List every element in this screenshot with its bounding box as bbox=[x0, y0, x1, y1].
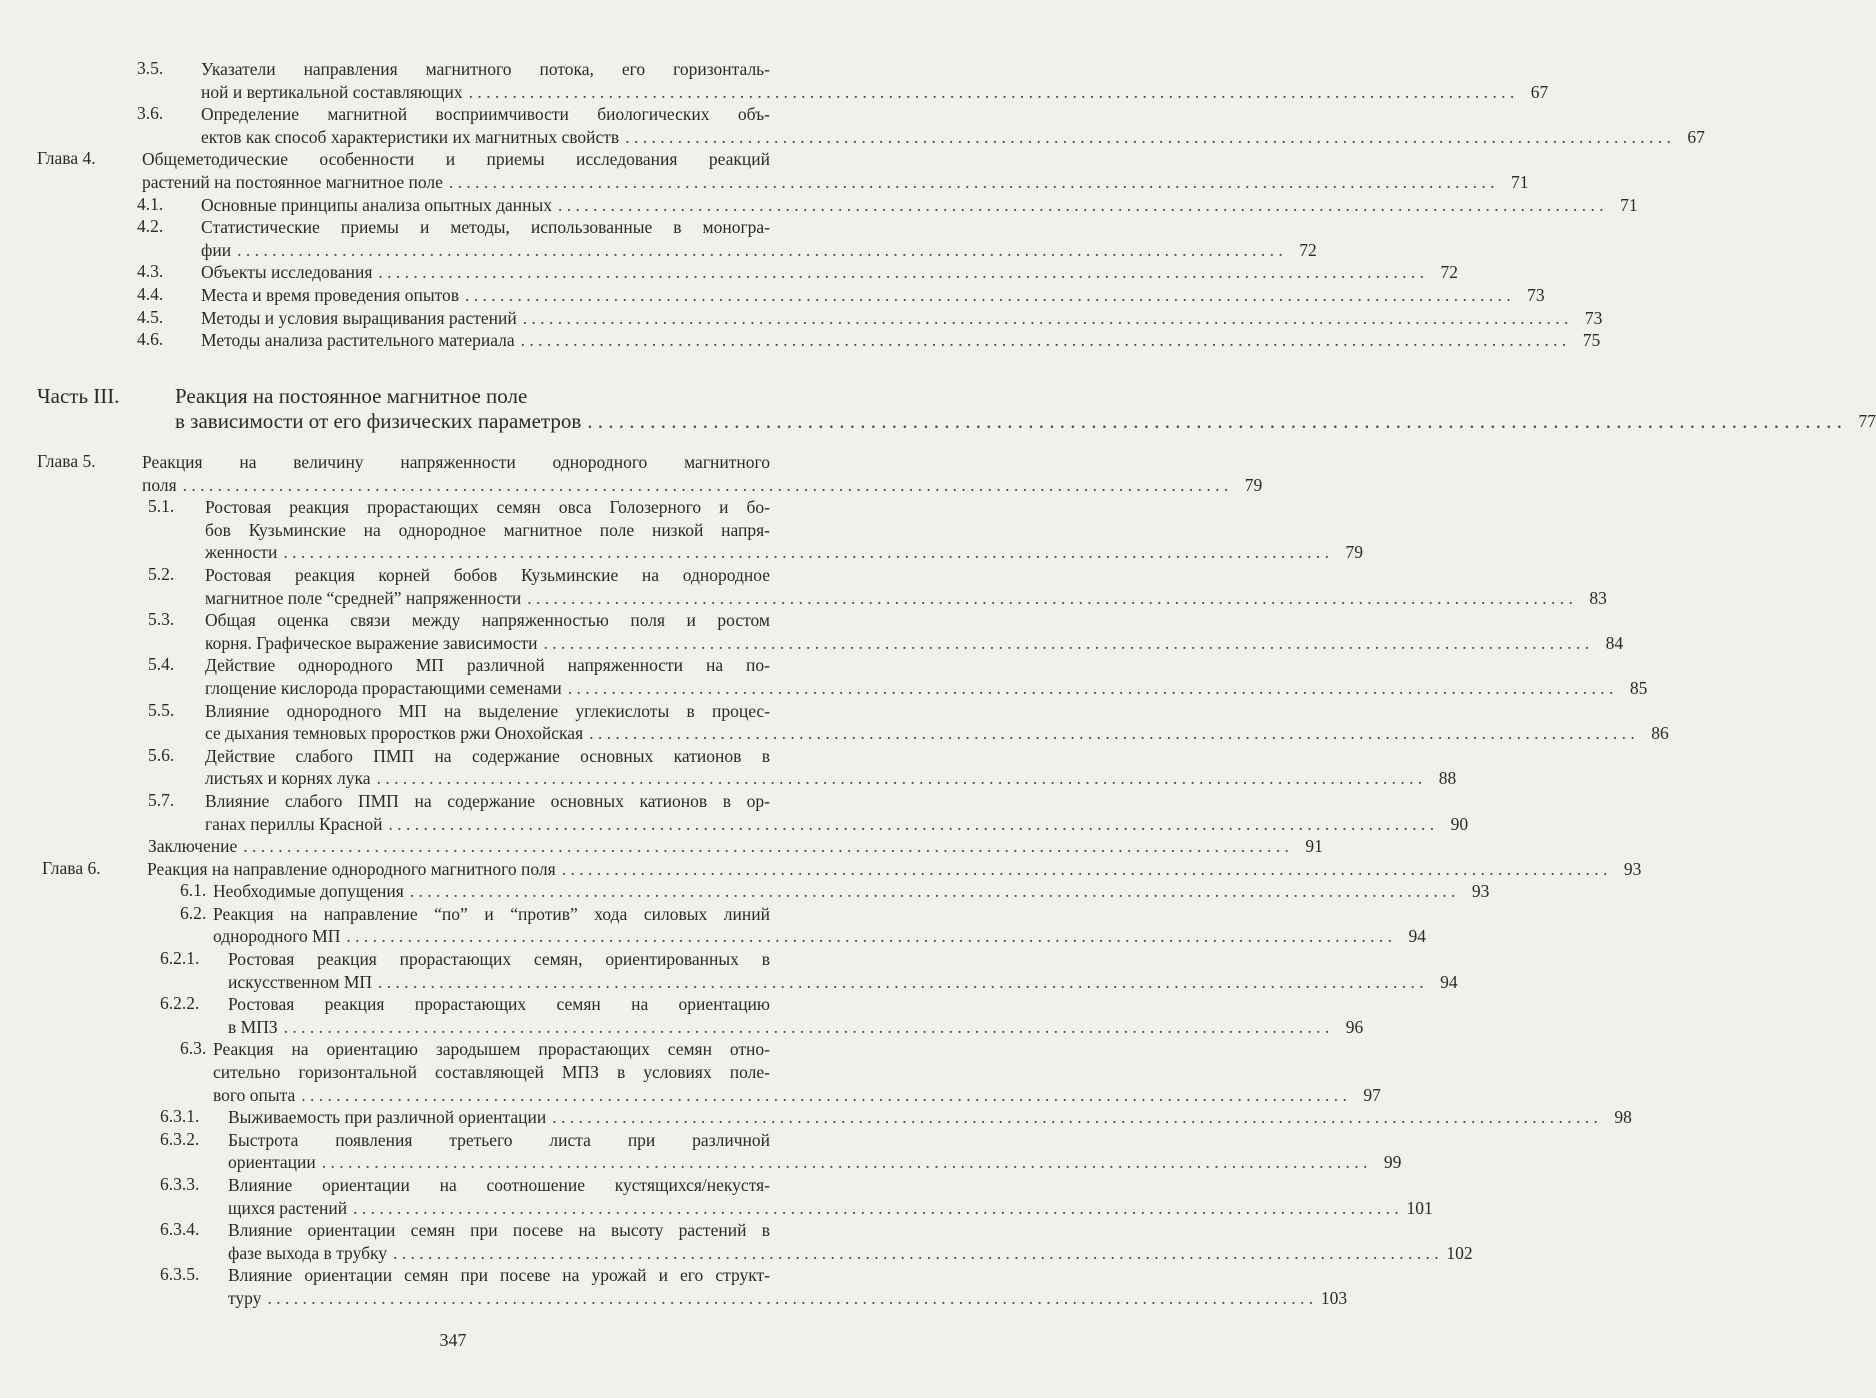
toc-section-entry[interactable] bbox=[0, 58, 1549, 103]
part-title-line: Реакция на постоянное магнитное поле bbox=[175, 384, 528, 408]
toc-section-entry[interactable] bbox=[0, 948, 1458, 993]
entry-title-line: сительно горизонтальной составляющей МПЗ в условиях поле- bbox=[213, 1062, 770, 1083]
entry-title-line: искусственном МП bbox=[228, 971, 373, 992]
dot-leader: . . . . . . . . . . . . . . . . . . . . . . . . . . . . . . . . . . . . . . . . . . . . . . . . . . . . . . . . . . . . . . . . . . . . . . . . . . . . . . . . . . . . . . . . . . . . . . . . . . . . . . . . . . . . . . . . . . . . . . . . bbox=[587, 409, 1842, 433]
entry-title-line: бов Кузьминские на однородное магнитное поле низкой напря- bbox=[205, 519, 770, 540]
page-number: 79 bbox=[1244, 474, 1263, 495]
page-number: 94 bbox=[1408, 926, 1426, 947]
dot-leader: . . . . . . . . . . . . . . . . . . . . . . . . . . . . . . . . . . . . . . . . . . . . . . . . . . . . . . . . . . . . . . . . . . . . . . . . . . . . . . . . . . . . . . . . . . . . . . . . . . . . . . . . . . . . . . . . . . . . . . . . bbox=[283, 542, 1329, 563]
toc-part-heading[interactable] bbox=[0, 384, 1876, 434]
entry-title-line: Ростовая реакция прорастающих семян овса Голозерного и бо- bbox=[205, 497, 770, 518]
entry-title-line: се дыхания темновых проростков ржи Онохойская bbox=[205, 723, 584, 744]
entry-title-line: женности bbox=[205, 542, 278, 563]
toc-section-entry[interactable] bbox=[0, 306, 1603, 330]
dot-leader: . . . . . . . . . . . . . . . . . . . . . . . . . . . . . . . . . . . . . . . . . . . . . . . . . . . . . . . . . . . . . . . . . . . . . . . . . . . . . . . . . . . . . . . . . . . . . . . . . . . . . . . . . . . . . . . . . . . . . . . . bbox=[243, 836, 1289, 857]
entry-number: 6.3. bbox=[180, 1038, 207, 1059]
page-number: 91 bbox=[1305, 836, 1323, 857]
entry-number: 5.6. bbox=[148, 744, 175, 765]
toc-block-chapters-3-4 bbox=[0, 58, 1705, 352]
entry-number: 6.2. bbox=[180, 902, 207, 923]
dot-leader: . . . . . . . . . . . . . . . . . . . . . . . . . . . . . . . . . . . . . . . . . . . . . . . . . . . . . . . . . . . . . . . . . . . . . . . . . . . . . . . . . . . . . . . . . . . . . . . . . . . . . . . . . . . . . . . . . . . . . . . . bbox=[388, 813, 1435, 834]
entry-title-line: ектов как способ характеристики их магнитных свойств bbox=[201, 126, 620, 147]
entry-title-line: вого опыта bbox=[213, 1084, 296, 1105]
toc-chapter-entry[interactable] bbox=[0, 148, 1529, 193]
entry-title-line: Определение магнитной восприимчивости биологических объ- bbox=[201, 104, 770, 125]
toc-section-entry[interactable] bbox=[0, 835, 1323, 858]
entry-number: 5.1. bbox=[148, 496, 175, 517]
page-number: 73 bbox=[1527, 284, 1545, 305]
page-number: 93 bbox=[1623, 858, 1642, 879]
toc-section-entry[interactable] bbox=[0, 744, 1457, 790]
toc-section-entry[interactable] bbox=[0, 563, 1607, 609]
entry-number: Глава 4. bbox=[37, 148, 96, 169]
page-number: 99 bbox=[1383, 1152, 1402, 1173]
page-number: 86 bbox=[1651, 723, 1669, 744]
entry-number: 4.4. bbox=[137, 283, 164, 304]
entry-title-line: корня. Графическое выражение зависимости bbox=[205, 632, 538, 653]
dot-leader: . . . . . . . . . . . . . . . . . . . . . . . . . . . . . . . . . . . . . . . . . . . . . . . . . . . . . . . . . . . . . . . . . . . . . . . . . . . . . . . . . . . . . . . . . . . . . . . . . . . . . . . . . . . . . . . . . . . . . . . . bbox=[346, 926, 1392, 947]
toc-chapter-entry[interactable] bbox=[0, 857, 1642, 881]
entry-number: 6.2.2. bbox=[160, 993, 200, 1014]
toc-section-entry[interactable] bbox=[0, 216, 1317, 261]
toc-section-entry[interactable] bbox=[0, 1174, 1433, 1219]
dot-leader: . . . . . . . . . . . . . . . . . . . . . . . . . . . . . . . . . . . . . . . . . . . . . . . . . . . . . . . . . . . . . . . . . . . . . . . . . . . . . . . . . . . . . . . . . . . . . . . . . . . . . . . . . . . . . . . . . . . . . . . . bbox=[522, 307, 1569, 328]
page-number: 67 bbox=[1530, 81, 1549, 102]
dot-leader: . . . . . . . . . . . . . . . . . . . . . . . . . . . . . . . . . . . . . . . . . . . . . . . . . . . . . . . . . . . . . . . . . . . . . . . . . . . . . . . . . . . . . . . . . . . . . . . . . . . . . . . . . . . . . . . . . . . . . . . . bbox=[353, 1197, 1399, 1218]
dot-leader: . . . . . . . . . . . . . . . . . . . . . . . . . . . . . . . . . . . . . . . . . . . . . . . . . . . . . . . . . . . . . . . . . . . . . . . . . . . . . . . . . . . . . . . . . . . . . . . . . . . . . . . . . . . . . . . . . . . . . . . . bbox=[182, 474, 1229, 495]
page-number: 79 bbox=[1345, 542, 1363, 563]
entry-number: 4.1. bbox=[137, 193, 164, 214]
page-number: 94 bbox=[1440, 971, 1458, 992]
entry-title-line: Места и время проведения опытов bbox=[201, 284, 460, 305]
entry-title-line: Влияние ориентации семян при посеве на высоту растений в bbox=[228, 1220, 770, 1241]
entry-title-line: Действие однородного МП различной напряженности на по- bbox=[205, 655, 770, 676]
entry-title-line: ориентации bbox=[228, 1152, 316, 1173]
dot-leader: . . . . . . . . . . . . . . . . . . . . . . . . . . . . . . . . . . . . . . . . . . . . . . . . . . . . . . . . . . . . . . . . . . . . . . . . . . . . . . . . . . . . . . . . . . . . . . . . . . . . . . . . . . . . . . . . . . . . . . . . bbox=[301, 1084, 1347, 1105]
entry-title-line: Статистические приемы и методы, использованные в моногра- bbox=[201, 217, 770, 238]
dot-leader: . . . . . . . . . . . . . . . . . . . . . . . . . . . . . . . . . . . . . . . . . . . . . . . . . . . . . . . . . . . . . . . . . . . . . . . . . . . . . . . . . . . . . . . . . . . . . . . . . . . . . . . . . . . . . . . . . . . . . . . . bbox=[321, 1152, 1368, 1173]
page-number: 77 bbox=[1858, 411, 1876, 431]
entry-title-line: фазе выхода в трубку bbox=[228, 1242, 388, 1263]
entry-title-line: Необходимые допущения bbox=[213, 881, 404, 902]
entry-title-line: туру bbox=[228, 1287, 262, 1308]
toc-section-entry[interactable] bbox=[0, 993, 1364, 1038]
toc-section-entry[interactable] bbox=[0, 1128, 1402, 1174]
entry-title-line: Общая оценка связи между напряженностью поля и ростом bbox=[205, 610, 770, 631]
page-folio: 347 bbox=[439, 1330, 467, 1350]
toc-section-entry[interactable] bbox=[0, 103, 1705, 148]
dot-leader: . . . . . . . . . . . . . . . . . . . . . . . . . . . . . . . . . . . . . . . . . . . . . . . . . . . . . . . . . . . . . . . . . . . . . . . . . . . . . . . . . . . . . . . . . . . . . . . . . . . . . . . . . . . . . . . . . . . . . . . . bbox=[267, 1287, 1314, 1308]
entry-title-line: Быстрота появления третьего листа при различной bbox=[228, 1129, 770, 1150]
toc-section-entry[interactable] bbox=[0, 1219, 1473, 1264]
toc-section-entry[interactable] bbox=[0, 654, 1648, 699]
entry-title-line: Методы анализа растительного материала bbox=[201, 330, 515, 351]
entry-number: 6.2.1. bbox=[160, 948, 200, 969]
page-number: 72 bbox=[1299, 239, 1317, 260]
entry-number: 3.5. bbox=[137, 58, 164, 78]
entry-number: 5.7. bbox=[148, 789, 175, 810]
page-number: 101 bbox=[1406, 1197, 1433, 1218]
entry-title-line: щихся растений bbox=[228, 1197, 348, 1218]
dot-leader: . . . . . . . . . . . . . . . . . . . . . . . . . . . . . . . . . . . . . . . . . . . . . . . . . . . . . . . . . . . . . . . . . . . . . . . . . . . . . . . . . . . . . . . . . . . . . . . . . . . . . . . . . . . . . . . . . . . . . . . . bbox=[237, 239, 1283, 260]
toc-section-entry[interactable] bbox=[0, 1264, 1348, 1309]
toc-block-chapters-5-6 bbox=[0, 451, 1669, 1310]
page-number: 93 bbox=[1471, 881, 1490, 902]
entry-title-line: Влияние ориентации на соотношение кустящихся/некустя- bbox=[228, 1175, 770, 1195]
entry-title-line: поля bbox=[142, 474, 177, 495]
page-number: 103 bbox=[1320, 1287, 1348, 1308]
page-number: 71 bbox=[1620, 194, 1638, 215]
toc-section-entry[interactable] bbox=[0, 329, 1601, 352]
entry-title-line: однородного МП bbox=[213, 926, 341, 947]
entry-title-line: Методы и условия выращивания растений bbox=[201, 307, 517, 328]
entry-title-line: Влияние однородного МП на выделение углекислоты в процес- bbox=[205, 700, 770, 721]
dot-leader: . . . . . . . . . . . . . . . . . . . . . . . . . . . . . . . . . . . . . . . . . . . . . . . . . . . . . . . . . . . . . . . . . . . . . . . . . . . . . . . . . . . . . . . . . . . . . . . . . . . . . . . . . . . . . . . . . . . . . . . . bbox=[589, 723, 1635, 744]
entry-title-line: Влияние слабого ПМП на содержание основных катионов в ор- bbox=[205, 790, 770, 811]
toc-section-entry[interactable] bbox=[0, 1106, 1632, 1129]
entry-title-line: Объекты исследования bbox=[201, 262, 373, 283]
entry-number: 5.2. bbox=[148, 563, 175, 584]
dot-leader: . . . . . . . . . . . . . . . . . . . . . . . . . . . . . . . . . . . . . . . . . . . . . . . . . . . . . . . . . . . . . . . . . . . . . . . . . . . . . . . . . . . . . . . . . . . . . . . . . . . . . . . . . . . . . . . . . . . . . . . . bbox=[283, 1016, 1330, 1037]
toc-section-entry[interactable] bbox=[0, 1038, 1381, 1106]
toc-section-entry[interactable] bbox=[0, 880, 1490, 903]
entry-title-line: Влияние ориентации семян при посеве на урожай и его структ- bbox=[228, 1265, 770, 1286]
entry-title-line: глощение кислорода прорастающими семенами bbox=[205, 677, 562, 698]
dot-leader: . . . . . . . . . . . . . . . . . . . . . . . . . . . . . . . . . . . . . . . . . . . . . . . . . . . . . . . . . . . . . . . . . . . . . . . . . . . . . . . . . . . . . . . . . . . . . . . . . . . . . . . . . . . . . . . . . . . . . . . . bbox=[468, 81, 1515, 102]
entry-number: 4.5. bbox=[137, 306, 164, 327]
entry-title-line: Основные принципы анализа опытных данных bbox=[201, 194, 553, 215]
entry-number: 5.4. bbox=[148, 654, 175, 675]
entry-title-line: Реакция на направление однородного магнитного поля bbox=[147, 858, 556, 879]
entry-title-line: Общеметодические особенности и приемы исследования реакций bbox=[142, 149, 770, 170]
toc-section-entry[interactable] bbox=[0, 261, 1459, 284]
entry-number: 6.3.4. bbox=[160, 1219, 200, 1240]
dot-leader: . . . . . . . . . . . . . . . . . . . . . . . . . . . . . . . . . . . . . . . . . . . . . . . . . . . . . . . . . . . . . . . . . . . . . . . . . . . . . . . . . . . . . . . . . . . . . . . . . . . . . . . . . . . . . . . . . . . . . . . . bbox=[558, 194, 1604, 215]
toc-section-entry[interactable] bbox=[0, 789, 1469, 835]
page-number: 71 bbox=[1510, 171, 1529, 192]
page-number: 88 bbox=[1438, 768, 1457, 789]
toc-section-entry[interactable] bbox=[0, 699, 1669, 745]
page-number: 83 bbox=[1589, 587, 1607, 608]
entry-title-line: в МПЗ bbox=[228, 1016, 278, 1037]
page-number: 97 bbox=[1363, 1084, 1381, 1105]
dot-leader: . . . . . . . . . . . . . . . . . . . . . . . . . . . . . . . . . . . . . . . . . . . . . . . . . . . . . . . . . . . . . . . . . . . . . . . . . . . . . . . . . . . . . . . . . . . . . . . . . . . . . . . . . . . . . . . . . . . . . . . . bbox=[543, 632, 1590, 653]
dot-leader: . . . . . . . . . . . . . . . . . . . . . . . . . . . . . . . . . . . . . . . . . . . . . . . . . . . . . . . . . . . . . . . . . . . . . . . . . . . . . . . . . . . . . . . . . . . . . . . . . . . . . . . . . . . . . . . . . . . . . . . . bbox=[465, 284, 1511, 305]
dot-leader: . . . . . . . . . . . . . . . . . . . . . . . . . . . . . . . . . . . . . . . . . . . . . . . . . . . . . . . . . . . . . . . . . . . . . . . . . . . . . . . . . . . . . . . . . . . . . . . . . . . . . . . . . . . . . . . . . . . . . . . . bbox=[378, 971, 1424, 992]
entry-title-line: Действие слабого ПМП на содержание основных катионов в bbox=[205, 745, 770, 766]
toc-section-entry[interactable] bbox=[0, 193, 1638, 217]
page-number: 75 bbox=[1582, 330, 1601, 351]
part-number: Часть III. bbox=[37, 384, 120, 408]
page-number: 84 bbox=[1605, 632, 1624, 653]
entry-title-line: магнитное поле “средней” напряженности bbox=[205, 587, 522, 608]
dot-leader: . . . . . . . . . . . . . . . . . . . . . . . . . . . . . . . . . . . . . . . . . . . . . . . . . . . . . . . . . . . . . . . . . . . . . . . . . . . . . . . . . . . . . . . . . . . . . . . . . . . . . . . . . . . . . . . . . . . . . . . . bbox=[552, 1107, 1598, 1128]
entry-number: 4.2. bbox=[137, 216, 164, 237]
page-number: 98 bbox=[1614, 1107, 1632, 1128]
toc-section-entry[interactable] bbox=[0, 902, 1426, 948]
entry-title-line: листьях и корнях лука bbox=[205, 768, 371, 789]
dot-leader: . . . . . . . . . . . . . . . . . . . . . . . . . . . . . . . . . . . . . . . . . . . . . . . . . . . . . . . . . . . . . . . . . . . . . . . . . . . . . . . . . . . . . . . . . . . . . . . . . . . . . . . . . . . . . . . . . . . . . . . . bbox=[527, 587, 1573, 608]
entry-number: 6.3.2. bbox=[160, 1128, 200, 1149]
page-number: 67 bbox=[1687, 126, 1705, 147]
entry-number: 4.3. bbox=[137, 261, 164, 282]
page-number: 72 bbox=[1440, 262, 1459, 283]
entry-number: 6.3.3. bbox=[160, 1174, 200, 1194]
dot-leader: . . . . . . . . . . . . . . . . . . . . . . . . . . . . . . . . . . . . . . . . . . . . . . . . . . . . . . . . . . . . . . . . . . . . . . . . . . . . . . . . . . . . . . . . . . . . . . . . . . . . . . . . . . . . . . . . . . . . . . . . bbox=[378, 262, 1425, 283]
entry-number: 6.3.5. bbox=[160, 1264, 200, 1285]
entry-title-line: Ростовая реакция корней бобов Кузьминские на однородное bbox=[205, 564, 770, 585]
entry-number: 5.5. bbox=[148, 699, 175, 720]
toc-section-entry[interactable] bbox=[0, 496, 1363, 564]
dot-leader: . . . . . . . . . . . . . . . . . . . . . . . . . . . . . . . . . . . . . . . . . . . . . . . . . . . . . . . . . . . . . . . . . . . . . . . . . . . . . . . . . . . . . . . . . . . . . . . . . . . . . . . . . . . . . . . . . . . . . . . . bbox=[393, 1242, 1439, 1263]
toc-section-entry[interactable] bbox=[0, 283, 1545, 307]
dot-leader: . . . . . . . . . . . . . . . . . . . . . . . . . . . . . . . . . . . . . . . . . . . . . . . . . . . . . . . . . . . . . . . . . . . . . . . . . . . . . . . . . . . . . . . . . . . . . . . . . . . . . . . . . . . . . . . . . . . . . . . . bbox=[448, 171, 1495, 192]
dot-leader: . . . . . . . . . . . . . . . . . . . . . . . . . . . . . . . . . . . . . . . . . . . . . . . . . . . . . . . . . . . . . . . . . . . . . . . . . . . . . . . . . . . . . . . . . . . . . . . . . . . . . . . . . . . . . . . . . . . . . . . . bbox=[376, 768, 1423, 789]
entry-title-line: Реакция на направление “по” и “против” хода силовых линий bbox=[213, 903, 770, 924]
entry-title-line: растений на постоянное магнитное поле bbox=[142, 171, 443, 192]
entry-title-line: Реакция на ориентацию зародышем прорастающих семян отно- bbox=[213, 1039, 770, 1060]
entry-number: 5.3. bbox=[148, 609, 175, 630]
page-number: 90 bbox=[1450, 813, 1469, 834]
entry-number: Глава 5. bbox=[37, 451, 96, 471]
entry-title-line: Реакция на величину напряженности однородного магнитного bbox=[142, 452, 770, 472]
entry-number: 4.6. bbox=[137, 329, 164, 350]
part-title-line: в зависимости от его физических параметров bbox=[175, 409, 582, 433]
entry-number: 3.6. bbox=[137, 103, 164, 124]
page-number: 85 bbox=[1629, 677, 1648, 698]
toc-chapter-entry[interactable] bbox=[0, 451, 1263, 496]
entry-number: 6.1. bbox=[180, 880, 207, 901]
dot-leader: . . . . . . . . . . . . . . . . . . . . . . . . . . . . . . . . . . . . . . . . . . . . . . . . . . . . . . . . . . . . . . . . . . . . . . . . . . . . . . . . . . . . . . . . . . . . . . . . . . . . . . . . . . . . . . . . . . . . . . . . bbox=[561, 858, 1608, 879]
page-number: 73 bbox=[1584, 307, 1603, 328]
page-number: 102 bbox=[1446, 1242, 1473, 1263]
dot-leader: . . . . . . . . . . . . . . . . . . . . . . . . . . . . . . . . . . . . . . . . . . . . . . . . . . . . . . . . . . . . . . . . . . . . . . . . . . . . . . . . . . . . . . . . . . . . . . . . . . . . . . . . . . . . . . . . . . . . . . . . bbox=[567, 677, 1614, 698]
entry-title-line: Заключение bbox=[148, 836, 238, 857]
entry-title-line: ганах периллы Красной bbox=[205, 813, 383, 834]
toc-section-entry[interactable] bbox=[0, 609, 1624, 654]
entry-title-line: Выживаемость при различной ориентации bbox=[228, 1107, 547, 1128]
dot-leader: . . . . . . . . . . . . . . . . . . . . . . . . . . . . . . . . . . . . . . . . . . . . . . . . . . . . . . . . . . . . . . . . . . . . . . . . . . . . . . . . . . . . . . . . . . . . . . . . . . . . . . . . . . . . . . . . . . . . . . . . bbox=[625, 126, 1671, 147]
entry-number: Глава 6. bbox=[42, 857, 101, 878]
entry-title-line: Ростовая реакция прорастающих семян, ориентированных в bbox=[228, 949, 770, 970]
entry-title-line: Указатели направления магнитного потока, его горизонталь- bbox=[201, 59, 770, 79]
dot-leader: . . . . . . . . . . . . . . . . . . . . . . . . . . . . . . . . . . . . . . . . . . . . . . . . . . . . . . . . . . . . . . . . . . . . . . . . . . . . . . . . . . . . . . . . . . . . . . . . . . . . . . . . . . . . . . . . . . . . . . . . bbox=[409, 881, 1456, 902]
entry-title-line: Ростовая реакция прорастающих семян на ориентацию bbox=[228, 994, 770, 1015]
entry-title-line: ной и вертикальной составляющих bbox=[201, 81, 463, 102]
dot-leader: . . . . . . . . . . . . . . . . . . . . . . . . . . . . . . . . . . . . . . . . . . . . . . . . . . . . . . . . . . . . . . . . . . . . . . . . . . . . . . . . . . . . . . . . . . . . . . . . . . . . . . . . . . . . . . . . . . . . . . . . bbox=[520, 330, 1567, 351]
entry-title-line: фии bbox=[201, 239, 232, 260]
page-number: 96 bbox=[1345, 1016, 1364, 1037]
entry-number: 6.3.1. bbox=[160, 1106, 200, 1127]
